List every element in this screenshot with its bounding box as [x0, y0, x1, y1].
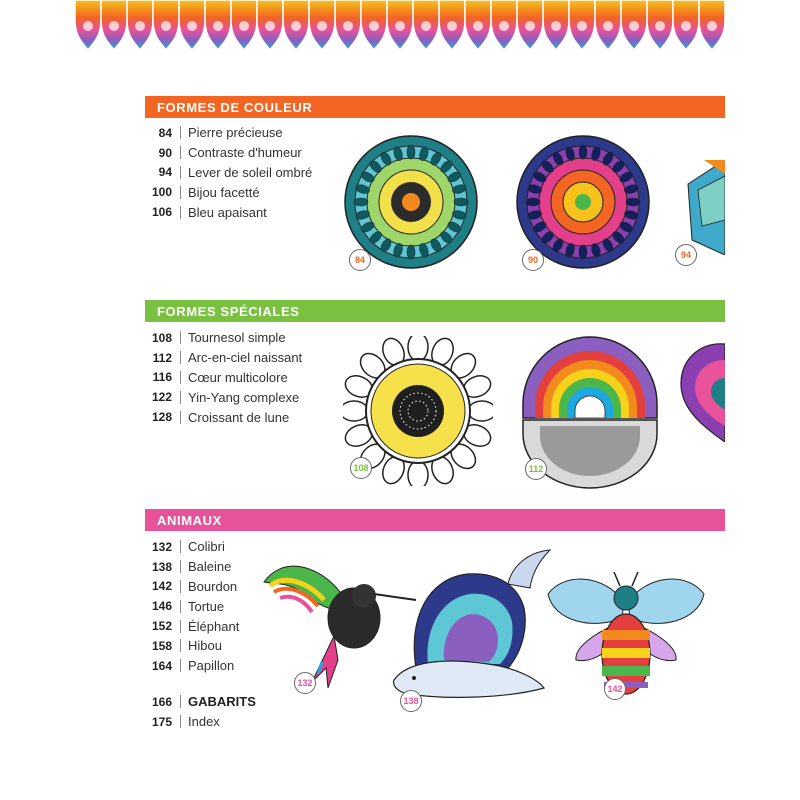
page-number: 84 [158, 125, 172, 140]
section-header-animaux: ANIMAUX [145, 509, 725, 531]
separator [180, 186, 181, 199]
page-number: 108 [151, 330, 172, 345]
page-badge: 142 [604, 678, 626, 700]
toc-entry[interactable] [145, 368, 302, 388]
toc-entry[interactable] [145, 348, 302, 368]
separator [180, 166, 181, 179]
separator [180, 371, 181, 384]
separator [180, 620, 181, 633]
entry-title: Croissant de lune [188, 409, 290, 425]
page-number: 94 [158, 165, 172, 180]
toc-entry[interactable] [145, 123, 312, 143]
entry-title: Papillon [188, 658, 235, 674]
toc-entry[interactable] [145, 182, 312, 202]
entry-title: Arc-en-ciel naissant [188, 350, 303, 366]
separator [180, 639, 181, 652]
entry-title: Baleine [188, 559, 232, 575]
page-number: 158 [151, 638, 172, 653]
entry-title: Hibou [188, 638, 222, 654]
page-number: 164 [151, 658, 172, 673]
page-number: 90 [158, 145, 172, 160]
page-badge: 90 [522, 249, 544, 271]
whale-image [388, 548, 554, 708]
separator [180, 351, 181, 364]
separator [180, 331, 181, 344]
separator [180, 560, 181, 573]
separator [180, 206, 181, 219]
entry-title: Pierre précieuse [188, 125, 283, 141]
entry-title: Bijou facetté [188, 184, 260, 200]
entry-title: Colibri [188, 539, 225, 555]
entry-title: Contraste d'humeur [188, 145, 302, 161]
entry-title: Cœur multicolore [188, 369, 288, 385]
toc-entry[interactable] [145, 616, 239, 636]
page-badge: 84 [349, 249, 371, 271]
toc-entry[interactable] [145, 407, 302, 427]
page-number: 122 [151, 390, 172, 405]
page-badge: 138 [400, 690, 422, 712]
separator [180, 600, 181, 613]
toc-entry[interactable] [145, 143, 312, 163]
page-number: 138 [151, 559, 172, 574]
separator [180, 580, 181, 593]
toc-list-extra [145, 692, 256, 732]
toc-list-formes-speciales [145, 328, 302, 427]
toc-entry[interactable] [145, 163, 312, 183]
page-number: 112 [152, 350, 172, 365]
toc-entry[interactable] [145, 537, 239, 557]
separator [180, 411, 181, 424]
separator [180, 715, 181, 728]
decorative-top-border [75, 0, 725, 52]
toc-entry[interactable] [145, 596, 239, 616]
toc-entry[interactable] [145, 636, 239, 656]
bee-image [544, 568, 708, 708]
entry-title: Index [188, 714, 220, 730]
section-header-formes-de-couleur: FORMES DE COULEUR [145, 96, 725, 118]
entry-title: GABARITS [188, 694, 256, 710]
toc-entry[interactable] [145, 387, 302, 407]
page-number: 142 [151, 579, 172, 594]
entry-title: Éléphant [188, 618, 240, 634]
entry-title: Tournesol simple [188, 330, 286, 346]
toc-list-formes-de-couleur [145, 123, 312, 222]
entry-title: Tortue [188, 598, 225, 614]
separator [180, 146, 181, 159]
page-number: 166 [151, 694, 172, 709]
entry-title: Bourdon [188, 578, 238, 594]
toc-list-animaux [145, 537, 239, 676]
toc-entry[interactable] [145, 328, 302, 348]
section-header-formes-speciales: FORMES SPÉCIALES [145, 300, 725, 322]
toc-entry[interactable] [145, 656, 239, 676]
page-number: 152 [151, 619, 172, 634]
page-number: 128 [151, 410, 172, 425]
separator [180, 659, 181, 672]
separator [180, 126, 181, 139]
page-badge: 94 [675, 244, 697, 266]
toc-entry-gabarits[interactable] [145, 692, 256, 712]
page-number: 132 [151, 539, 172, 554]
page-badge: 132 [294, 672, 316, 694]
page-number: 175 [151, 714, 172, 729]
toc-entry[interactable] [145, 557, 239, 577]
page-number: 106 [151, 205, 172, 220]
page-number: 116 [152, 370, 172, 385]
toc-entry[interactable] [145, 202, 312, 222]
separator [180, 540, 181, 553]
heart-mandala-image [679, 338, 725, 442]
separator [180, 391, 181, 404]
entry-title: Yin-Yang complexe [188, 389, 300, 405]
entry-title: Lever de soleil ombré [188, 164, 313, 180]
toc-entry[interactable] [145, 577, 239, 597]
toc-entry-index[interactable] [145, 712, 256, 732]
separator [180, 695, 181, 708]
mandala-lever-soleil-image [684, 160, 725, 255]
page-number: 100 [151, 185, 172, 200]
page-badge: 108 [350, 457, 372, 479]
page-number: 146 [151, 599, 172, 614]
page-badge: 112 [525, 458, 547, 480]
entry-title: Bleu apaisant [188, 204, 267, 220]
